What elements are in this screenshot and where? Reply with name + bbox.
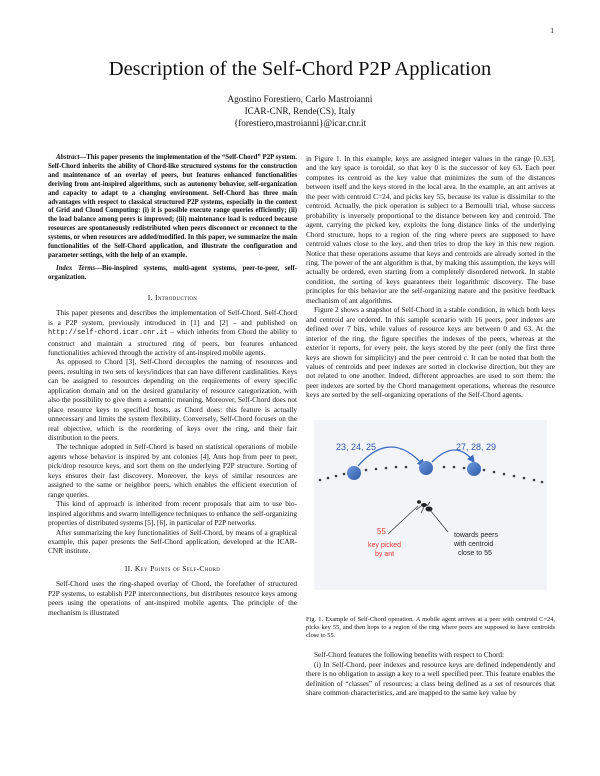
paragraph: Self-Chord features the following benefits with respect to Chord: [314, 650, 505, 660]
section-heading-introduction: I. Introduction [147, 292, 198, 302]
section-heading-key-points: II. Key Points of Self-Chord [124, 563, 221, 573]
left-column [48, 154, 297, 617]
key-label-right: 27, 28, 29 [456, 441, 497, 452]
key-label-left: 23, 24, 25 [336, 441, 377, 452]
paragraph: Figure 2 shows a snapshot of Self-Chord in a stable condition, in which both keys and centroid are ordered. In this sample scenario with 16 peers, peer indexes are defined over 7 bits, while values of resource keys are between 0 and 63. At the interior of the ring, the figure specifies the indexes of the peers, whereas at the exterior it reports, for every peer, the keys stored by the peer (only the first three keys are shown for simplicity) and the peer centroid c. It can be noted that both the values of centroids and peer indexes are sorted in clockwise direction, but they are not related to one another. Indeed, different approaches are used to sort them: the peer indexes are sorted by the Chord management operations, whereas the resource keys are sorted by the self-organizing operations of the Self-Chord agents. [306, 305, 555, 400]
affiliation: ICAR-CNR, Rende(CS), Italy [244, 106, 356, 116]
paragraph: This kind of approach is inherited from recent proposals that aim to use bio-inspired algorithms and swarm intelligence techniques to enhance the self-organizing properties of distributed systems [5], [6], in particular of P2P networks. [48, 499, 297, 528]
paragraph: The technique adopted in Self-Chord is based on statistical operations of mobile agents whose behavior is inspired by ant colonies [4]. Ants hop from peer to peer, pick/drop resource keys, and sort them on the underlying P2P structure. Sorting of keys ensures their fast discovery. Moreover, the keys of similar resources are assigned to the same or neighbor peers, which enables the efficient execution of range queries. [48, 442, 297, 499]
authors: Agostino Forestiero, Carlo Mastroianni [227, 94, 373, 104]
abstract-lead: Abstract [56, 154, 80, 161]
abstract [48, 154, 297, 261]
paragraph: As opposed to Chord [3], Self-Chord decouples the naming of resources and peers, resulting in two sets of keys/indices that can have different cardinalities. Keys can be assigned to resources depending on the requirements of every specific application domain and on the desired granularity of resource categorization, with also the possibility to give them a semantic meaning. Moreover, Self-Chord does not place resource keys to specified hosts, as Chord does: this feature is actually unnecessary and limits the system flexibility. Conversely, Self-Chord focuses on the real objective, which is the reordering of keys over the ring, and their fair distribution to the peers. [48, 357, 297, 443]
index-terms-lead: Index Terms [56, 264, 96, 272]
index-terms-text: —Bio-inspired systems, multi-agent systems, peer-to-peer, self-organization. [48, 264, 297, 281]
paragraph: Self-Chord uses the ring-shaped overlay of Chord, the forefather of structured P2P systems, to establish P2P interconnections, but distributes resource keys among peers using the operations of ant-inspired mobile agents. The principle of the mechanism is illustrated [48, 579, 297, 617]
paragraph: in Figure 1. In this example, keys are assigned integer values in the range [0..63], and the key space is toroidal, so that key 0 is the successor of key 63. Each peer computes its centroid as the key value that minimizes the sum of the distances between itself and the keys stored in the local area. In the example, an ant arrives at the peer with centroid C=24, and picks key 55, because its value is dissimilar to the centroid. Actually, the pick operation is subject to a Bernoulli trial, whose success probability is inversely proportional to the distance between key and centroid. The agent, carrying the picked key, exploits the long distance links of the underlying Chord structure, hops to a region of the ring where peers are supposed to have centroid values close to the key, and then tries to drop the key in this new region. Notice that these operations assume that keys and centroids are already sorted in the ring. The power of the ant algorithm is that, by making this assumption, the keys will actually be ordered, even starting from a completely disordered network. In stable condition, the sorting of keys guarantees their logarithmic discovery. The base principles for this behavior are the self-organizing nature and the positive feedback mechanism of ant algorithms. [306, 154, 555, 305]
project-url-link[interactable]: http://self-chord.icar.cnr.it [48, 329, 168, 338]
peer-node [347, 466, 361, 480]
page-number: 1 [550, 26, 554, 35]
picked-key-text-2: by ant [375, 550, 395, 558]
peer-node [467, 462, 481, 476]
picked-key-text-1: key picked [368, 541, 402, 549]
paper-title: Description of the Self-Chord P2P Application [108, 58, 492, 80]
paragraph: (i) In Self-Chord, peer indexes and resource keys are defined independently and there is no obligation to assign a key to a well specified peer. This feature enables the definition of “classes” of resources; a class being defined as a set of resources that share common characteristics, and are mapped to the same key value by [306, 659, 555, 698]
figure-1-caption: Fig. 1. Example of Self-Chord operation. A mobile agent arrives at a peer with centroid C=24, picks key 55, and then hops to a region of the ring where peers are supposed to have centroids close to 55. [306, 615, 555, 640]
paragraph: After summarizing the key functionalities of Self-Chord, by means of a graphical example, this paper presents the Self-Chord application, developed at the ICAR-CNR institute. [48, 527, 297, 556]
right-column [306, 154, 555, 698]
figure-1-diagram [306, 410, 555, 610]
picked-key-value: 55 [377, 526, 386, 536]
abstract-text: —This paper presents the implementation of the “Self-Chord” P2P system. Self-Chord inherits the ability of Chord-like structured systems for the construction and maintenance of an overlay of peers, but features enhanced functionalities deriving from ant-inspired algorithms, such as autonomy behavior, self-organization and capacity to adapt to a changing environment. Self-Chord has three main advantages with respect to classical structured P2P systems, especially in the context of Grid and Cloud Computing: (i) it is possible execute range queries efficiently; (ii) the load balance among peers is improved; (iii) maintenance load is reduced because resources are spontaneously redistributed when peers disconnect or reconnect to the systems, or when resources are added/modified. In this paper, we summarize the main functionalities of the Self-Chord application, and illustrate the configuration and parameter settings, with the help of an example. [48, 154, 297, 259]
towards-text-1: towards peers [454, 531, 498, 539]
peer-node [419, 461, 433, 475]
towards-text-2: with centroid [454, 540, 494, 548]
towards-text-3: close to 55 [458, 549, 492, 557]
index-terms [48, 265, 297, 283]
paper-header [40, 58, 560, 129]
email: {forestiero,mastroianni}@icar.cnr.it [233, 118, 367, 128]
figure-1 [306, 410, 555, 610]
paragraph: This paper presents and describes the implementation of Self-Chord. Self-Chord is a P2P system, previously introduced in [1] and [2] – and published on http://self-chord.icar.cnr.it – which inherits from Chord the ability to construct and maintain a structured ring of peers, but features enhanced functionalities achieved through the activity of ant-inspired mobile agents. [48, 308, 297, 357]
